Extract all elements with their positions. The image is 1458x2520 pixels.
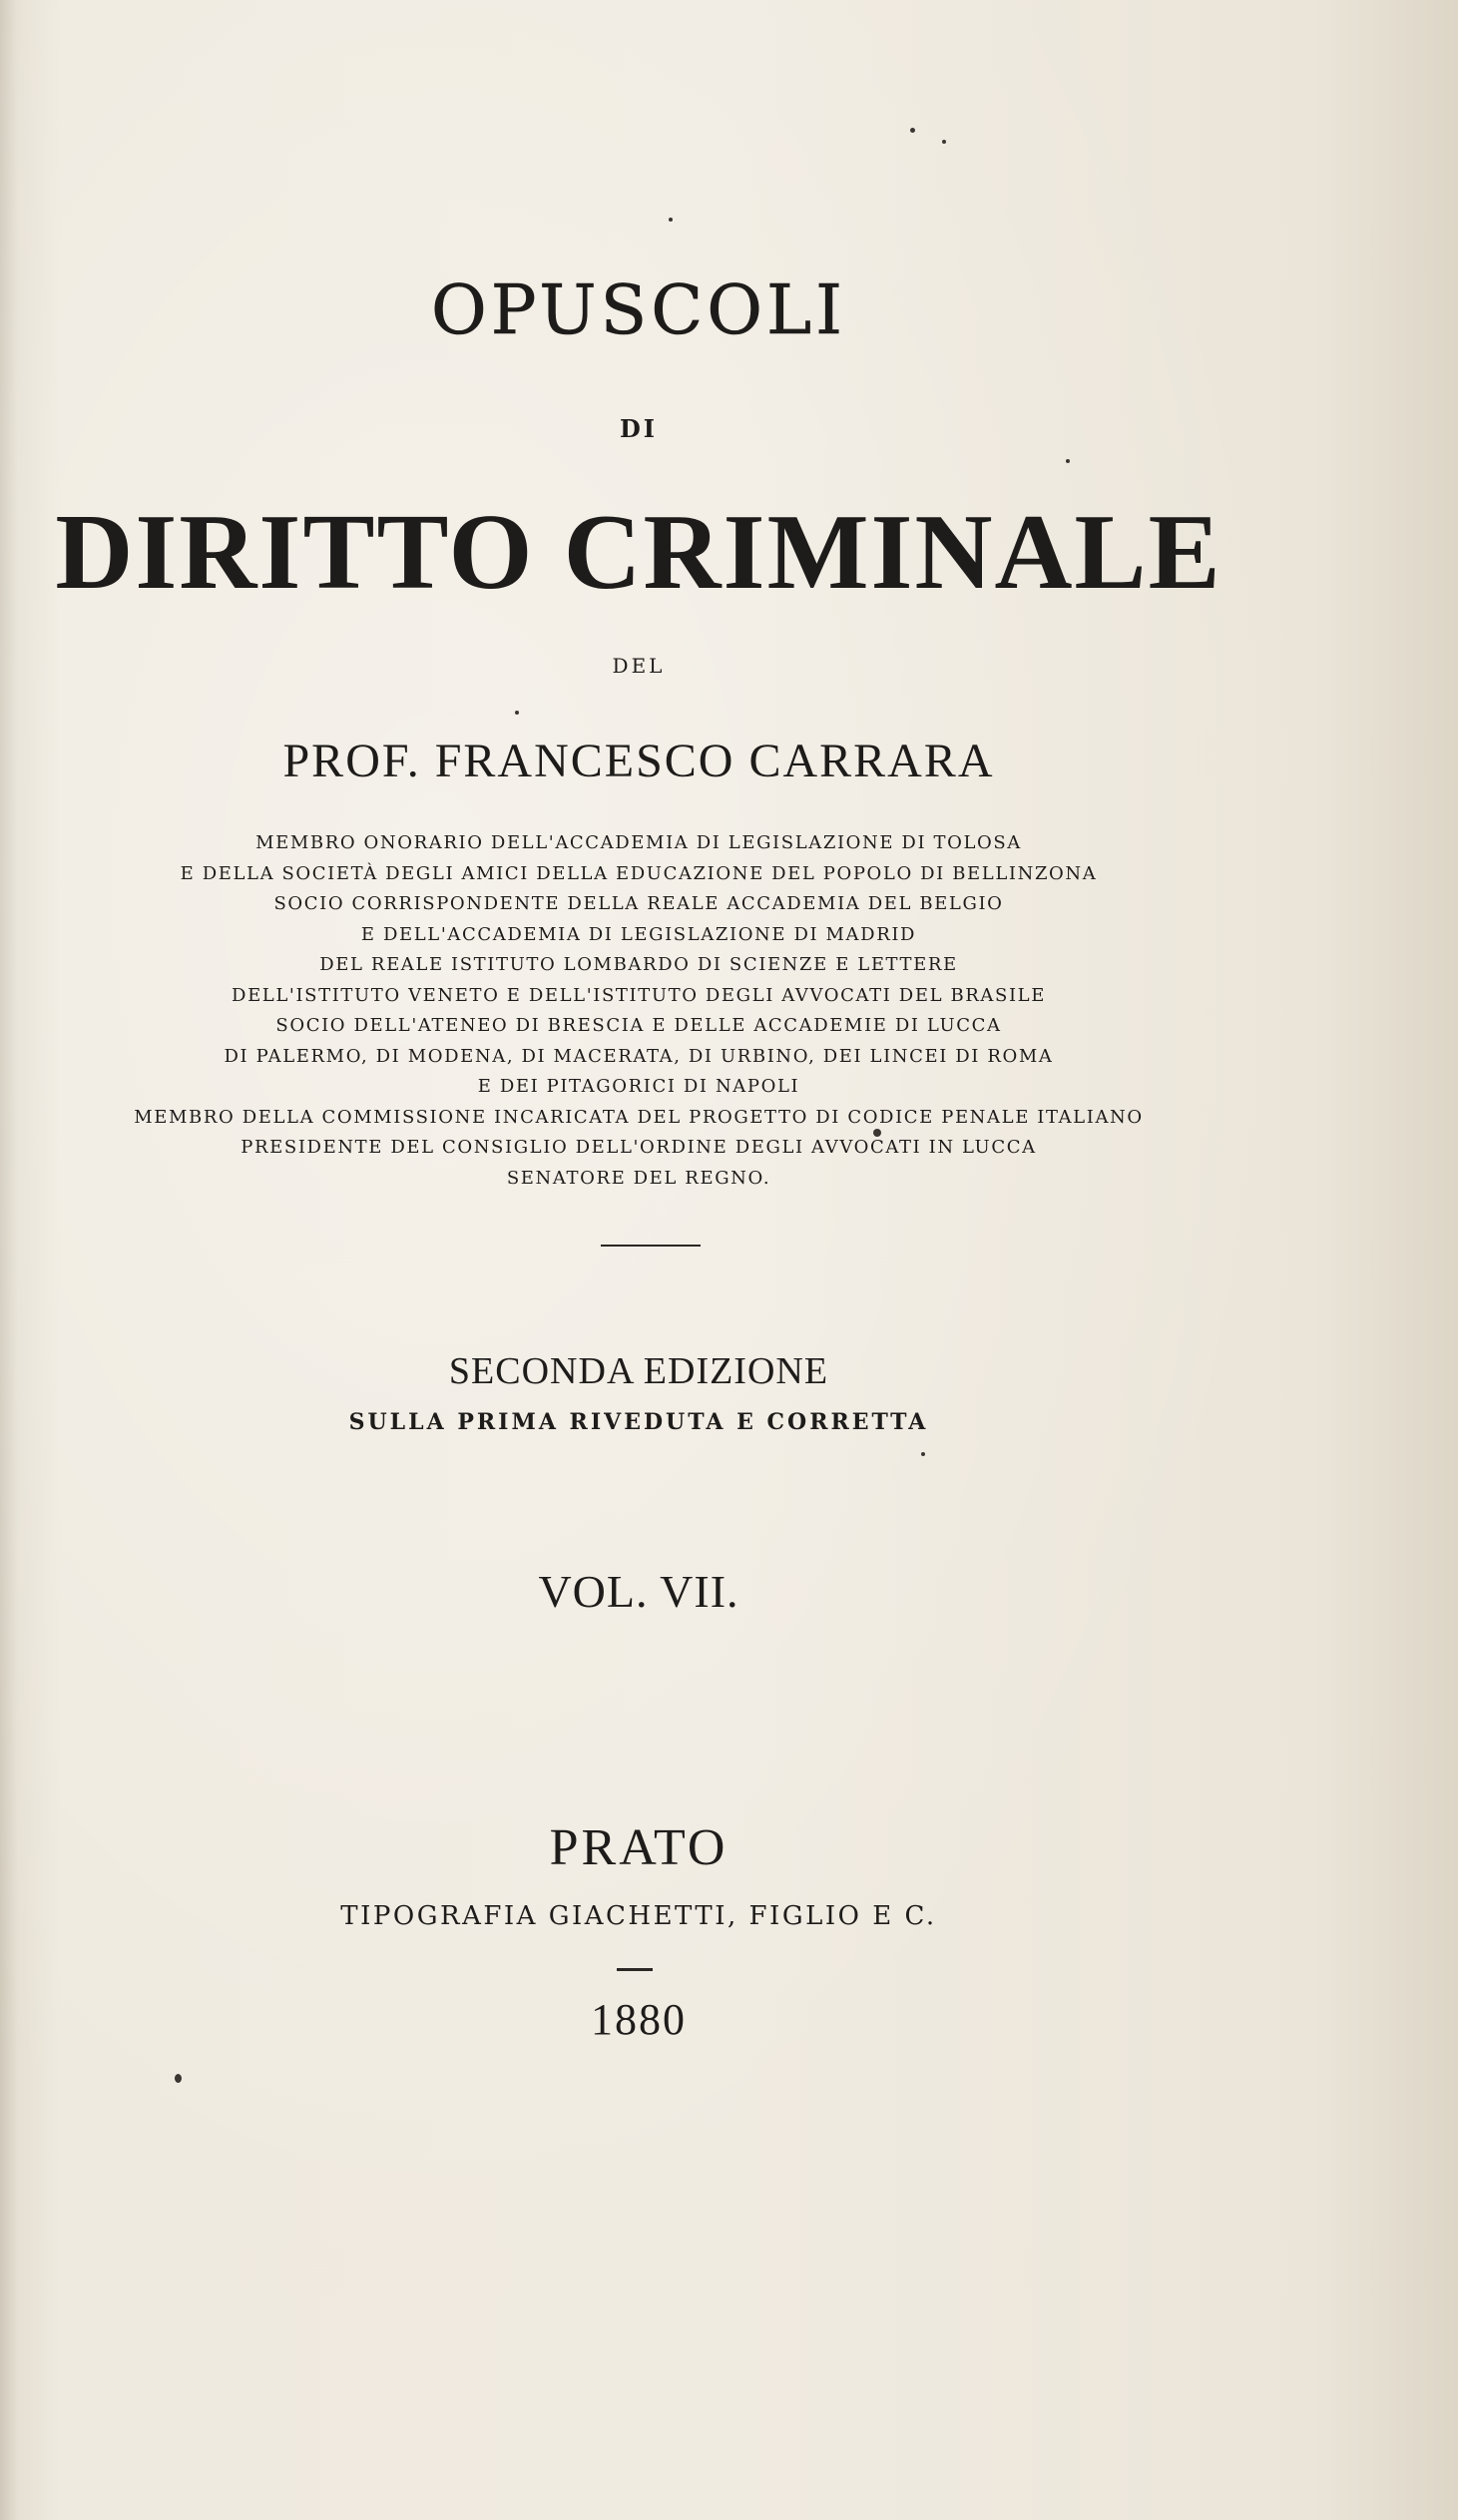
author-name: PROF. FRANCESCO CARRARA [282, 735, 995, 787]
paper-speck [1066, 459, 1070, 463]
connector-di: DI [619, 414, 659, 443]
paper-speck [910, 128, 915, 133]
publisher: TIPOGRAFIA GIACHETTI, FIGLIO E C. [340, 1901, 937, 1931]
paper-speck [942, 140, 946, 144]
publication-place: PRATO [549, 1819, 729, 1876]
publication-year: 1880 [591, 1995, 687, 2044]
imprint-dash [617, 1968, 653, 1971]
credential-line: SENATORE DEL REGNO. [506, 1167, 771, 1189]
edition: SECONDA EDIZIONE [448, 1350, 829, 1392]
credential-line: SOCIO DELL'ATENEO DI BRESCIA E DELLE ACCADEMIE DI LUCCA [275, 1015, 1002, 1036]
main-title: DIRITTO CRIMINALE [55, 493, 1222, 612]
paper-speck [921, 1452, 925, 1456]
paper-speck [669, 218, 673, 222]
credential-line: MEMBRO ONORARIO DELL'ACCADEMIA DI LEGISLAZIONE DI TOLOSA [255, 832, 1022, 853]
credential-line: PRESIDENTE DEL CONSIGLIO DELL'ORDINE DEGLI AVVOCATI IN LUCCA [241, 1137, 1037, 1158]
credential-line: DELL'ISTITUTO VENETO E DELL'ISTITUTO DEGLI AVVOCATI DEL BRASILE [232, 984, 1046, 1006]
section-divider [601, 1245, 701, 1247]
volume-number: VOL. VII. [538, 1566, 739, 1617]
paper-speck [175, 2074, 182, 2083]
credential-line: DI PALERMO, DI MODENA, DI MACERATA, DI URBINO, DEI LINCEI DI ROMA [224, 1045, 1054, 1067]
edition-note: SULLA PRIMA RIVEDUTA E CORRETTA [348, 1409, 929, 1435]
credential-line: MEMBRO DELLA COMMISSIONE INCARICATA DEL PROGETTO DI CODICE PENALE ITALIANO [134, 1106, 1144, 1128]
paper-speck [515, 711, 519, 715]
series-title: OPUSCOLI [431, 271, 846, 350]
credential-line: DEL REALE ISTITUTO LOMBARDO DI SCIENZE E LETTERE [319, 954, 958, 975]
credential-line: SOCIO CORRISPONDENTE DELLA REALE ACCADEMIA DEL BELGIO [273, 893, 1004, 914]
credential-line: E DEI PITAGORICI DI NAPOLI [477, 1076, 800, 1097]
paper-speck [873, 1129, 881, 1137]
credential-line: E DELL'ACCADEMIA DI LEGISLAZIONE DI MADRID [360, 923, 917, 945]
connector-del: DEL [612, 654, 666, 678]
credential-line: E DELLA SOCIETÀ DEGLI AMICI DELLA EDUCAZIONE DEL POPOLO DI BELLINZONA [180, 862, 1098, 884]
author-credentials [0, 828, 1277, 1194]
